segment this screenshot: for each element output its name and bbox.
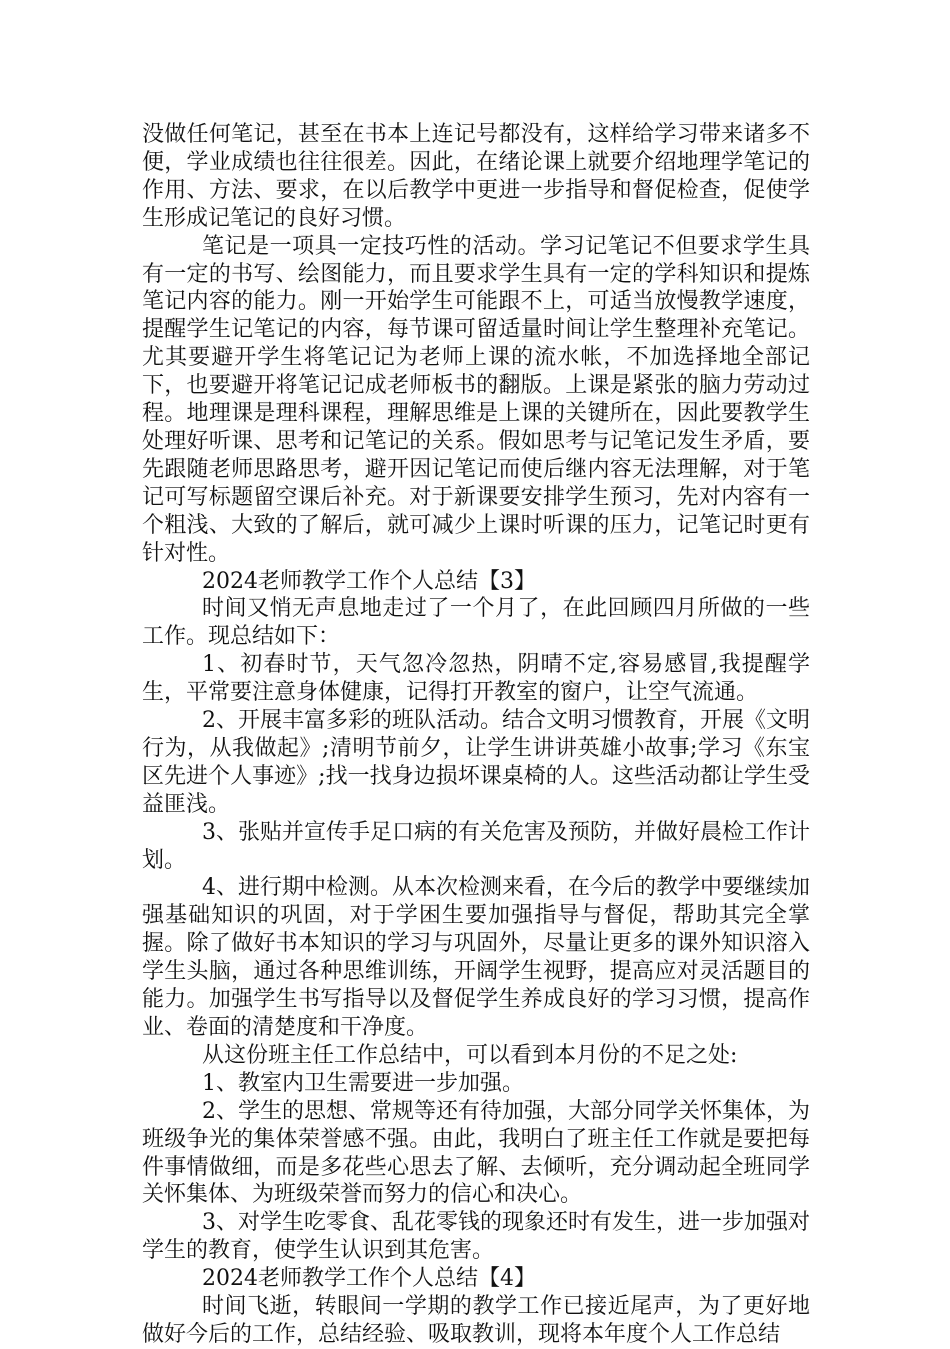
shortcoming-item-1: 1、教室内卫生需要进一步加强。 bbox=[202, 1070, 524, 1096]
document-page bbox=[142, 121, 810, 1349]
list-item-1: 1、初春时节，天气忽冷忽热，阴晴不定,容易感冒,我提醒学生，平常要注意身体健康，记得打开教室的窗户，让空气流通。 bbox=[142, 652, 810, 706]
paragraph-note-taking: 笔记是一项具一定技巧性的活动。学习记笔记不但要求学生具有一定的书写、绘图能力，而且要求学生具有一定的学科知识和提炼笔记内容的能力。刚一开始学生可能跟不上，可适当放慢教学速度，提醒学生记笔记的内容，每节课可留适量时间让学生整理补充笔记。尤其要避开学生将笔记记为老师上课的流水帐，不加选择地全部记下，也要避开将笔记记成老师板书的翻版。上课是紧张的脑力劳动过程。地理课是理科课程，理解思维是上课的关键所在，因此要教学生处理好听课、思考和记笔记的关系。假如思考与记笔记发生矛盾，要先跟随老师思路思考，避开因记笔记而使后继内容无法理解，对于笔记可写标题留空课后补充。对于新课要安排学生预习，先对内容有一个粗浅、大致的了解后，就可减少上课时听课的压力，记笔记时更有针对性。 bbox=[142, 233, 810, 566]
list-item-4: 4、进行期中检测。从本次检测来看，在今后的教学中要继续加强基础知识的巩固，对于学困生要加强指导与督促，帮助其完全掌握。除了做好书本知识的学习与巩固外，尽量让更多的课外知识溶入学生头脑，通过各种思维训练，开阔学生视野，提高应对灵活题目的能力。加强学生书写指导以及督促学生养成良好的学习习惯，提高作业、卷面的清楚度和干净度。 bbox=[142, 875, 810, 1040]
paragraph-intro-semester: 时间飞逝，转眼间一学期的教学工作已接近尾声，为了更好地做好今后的工作，总结经验、吸取教训，现将本年度个人工作总结 bbox=[142, 1294, 810, 1347]
list-item-3: 3、张贴并宣传手足口病的有关危害及预防，并做好晨检工作计划。 bbox=[142, 819, 810, 873]
paragraph-intro-april: 时间又悄无声息地走过了一个月了，在此回顾四月所做的一些工作。现总结如下： bbox=[142, 596, 810, 650]
list-item-2: 2、开展丰富多彩的班队活动。结合文明习惯教育，开展《文明行为，从我做起》;清明节前夕，让学生讲讲英雄小故事;学习《东宝区先进个人事迹》;找一找身边损坏课桌椅的人。这些活动都让学生受益匪浅。 bbox=[142, 708, 810, 817]
shortcoming-item-2: 2、学生的思想、常规等还有待加强，大部分同学关怀集体，为班级争光的集体荣誉感不强。由此，我明白了班主任工作就是要把每件事情做细，而是多花些心思去了解、去倾听，充分调动起全班同学关怀集体、为班级荣誉而努力的信心和决心。 bbox=[142, 1098, 810, 1208]
shortcoming-item-3: 3、对学生吃零食、乱花零钱的现象还时有发生，进一步加强对学生的教育，使学生认识到其危害。 bbox=[142, 1210, 810, 1264]
section-heading-4: 2024老师教学工作个人总结【4】 bbox=[202, 1266, 536, 1292]
section-heading-3: 2024老师教学工作个人总结【3】 bbox=[202, 568, 536, 594]
paragraph-continuation: 没做任何笔记，甚至在书本上连记号都没有，这样给学习带来诸多不便，学业成绩也往往很差。因此，在绪论课上就要介绍地理学笔记的作用、方法、要求，在以后教学中更进一步指导和督促检查，促使学生形成记笔记的良好习惯。 bbox=[142, 122, 810, 231]
paragraph-shortcomings: 从这份班主任工作总结中，可以看到本月份的不足之处: bbox=[202, 1042, 738, 1068]
